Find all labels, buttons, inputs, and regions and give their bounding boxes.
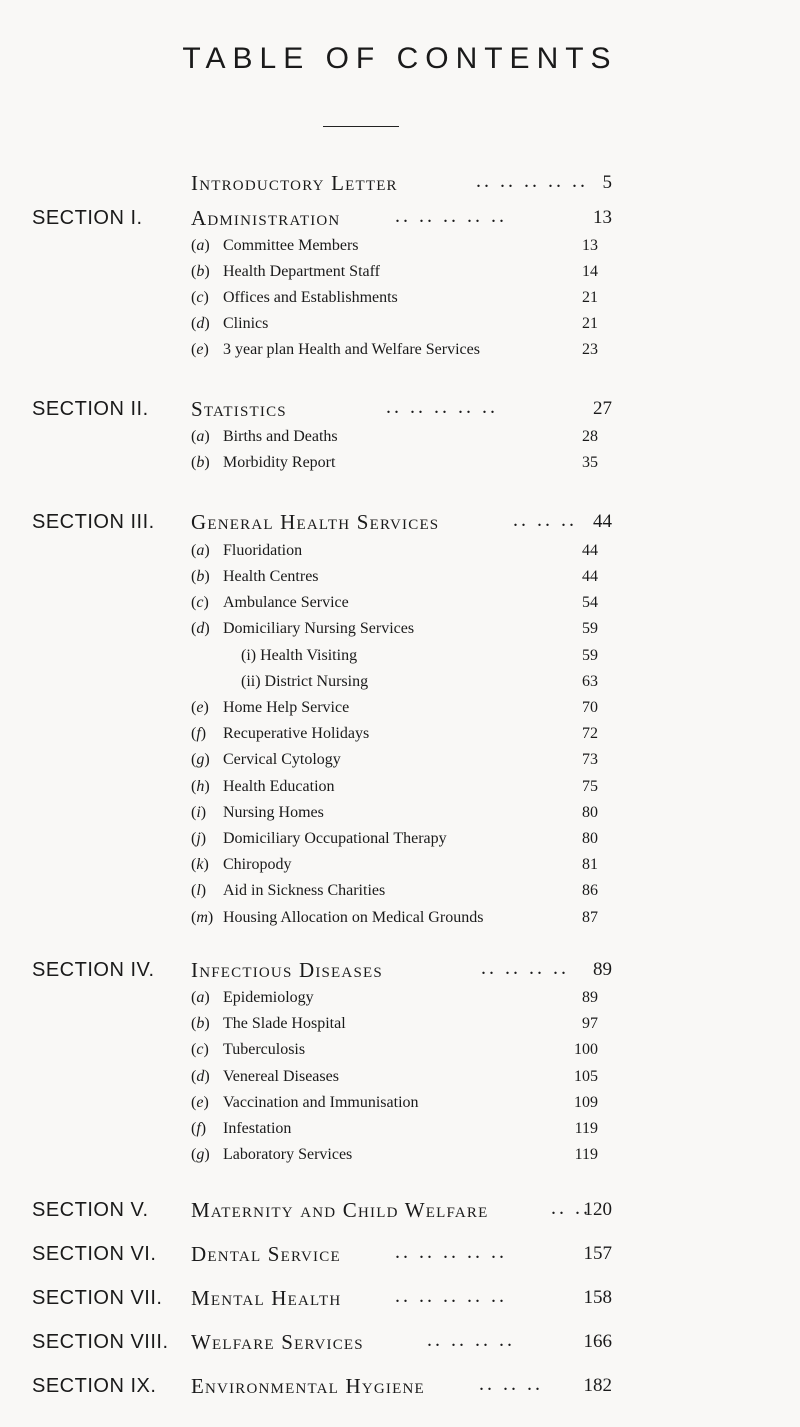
- section-page-number: 158: [583, 1287, 612, 1308]
- open-paren: (: [191, 804, 197, 821]
- item-letter: [191, 315, 223, 333]
- item-text: (i) Health Visiting: [241, 647, 358, 664]
- item-letter: [191, 263, 223, 281]
- close-paren: ): [204, 778, 210, 795]
- item-letter-char: i: [196, 804, 201, 821]
- item-page-number: 35: [582, 454, 598, 471]
- item-letter: [191, 289, 223, 307]
- item-letter-char: d: [196, 315, 205, 332]
- close-paren: ): [203, 699, 209, 716]
- section-heading-text: Maternity and Child Welfare: [191, 1198, 489, 1222]
- item-letter-char: c: [196, 1041, 204, 1058]
- item-page-number: 59: [582, 647, 598, 664]
- item-page-number: 59: [582, 620, 598, 637]
- open-paren: (: [191, 699, 197, 716]
- close-paren: ): [204, 620, 210, 637]
- item-page-number: 105: [574, 1068, 598, 1085]
- item-letter: [191, 1068, 223, 1086]
- intro-dots: .. .. .. .. ..: [476, 170, 588, 192]
- open-paren: (: [191, 856, 197, 873]
- item-text: Morbidity Report: [223, 454, 336, 471]
- item-page-number: 89: [582, 989, 598, 1006]
- item-letter-char: b: [196, 454, 205, 471]
- close-paren: ): [204, 989, 210, 1006]
- leader-dots: .. .. .. .. ..: [395, 1241, 507, 1263]
- close-paren: ): [203, 1041, 209, 1058]
- open-paren: (: [191, 1068, 197, 1085]
- item-text: Venereal Diseases: [223, 1068, 339, 1085]
- item-letter: [191, 1094, 223, 1112]
- leader-dots: .. .. ..: [479, 1373, 543, 1395]
- close-paren: ): [200, 882, 207, 899]
- item-page-number: 80: [582, 830, 598, 847]
- open-paren: (: [191, 1120, 197, 1137]
- close-paren: ): [200, 804, 207, 821]
- item-letter-char: e: [196, 1094, 204, 1111]
- item-letter-char: m: [196, 909, 208, 926]
- item-letter-char: l: [196, 882, 201, 899]
- item-text: Infestation: [223, 1120, 292, 1137]
- item-letter: [191, 909, 223, 927]
- section-page-number: 120: [583, 1199, 612, 1220]
- leader-dots: .. .. .. .. ..: [395, 205, 507, 227]
- item-page-number: 109: [574, 1094, 598, 1111]
- item-letter-char: k: [196, 856, 204, 873]
- item-letter: [191, 699, 223, 717]
- open-paren: (: [191, 315, 197, 332]
- section-page-number: 13: [593, 207, 612, 228]
- close-paren: ): [204, 1068, 210, 1085]
- item-letter: [191, 751, 223, 769]
- item-letter-char: a: [196, 428, 205, 445]
- section-label: SECTION VIII.: [32, 1331, 169, 1353]
- close-paren: ): [200, 1120, 207, 1137]
- item-letter-char: b: [196, 568, 205, 585]
- item-text: Chiropody: [223, 856, 292, 873]
- item-text: Committee Members: [223, 237, 359, 254]
- open-paren: (: [191, 1015, 197, 1032]
- item-page-number: 72: [582, 725, 598, 742]
- open-paren: (: [191, 909, 197, 926]
- close-paren: ): [204, 1146, 210, 1163]
- open-paren: (: [191, 428, 197, 445]
- section-page-number: 27: [593, 398, 612, 419]
- close-paren: ): [204, 263, 210, 280]
- leader-dots: .. .. .. .. ..: [395, 1285, 507, 1307]
- item-text: Tuberculosis: [223, 1041, 306, 1058]
- item-letter: [191, 830, 223, 848]
- item-text: Births and Deaths: [223, 428, 338, 445]
- open-paren: (: [191, 725, 197, 742]
- section-heading-text: Statistics: [191, 397, 287, 421]
- item-letter-char: f: [196, 725, 201, 742]
- close-paren: ): [204, 1015, 210, 1032]
- item-page-number: 81: [582, 856, 598, 873]
- section-heading: [191, 1330, 611, 1355]
- item-page-number: 13: [582, 237, 598, 254]
- section-label: SECTION II.: [32, 398, 149, 420]
- item-page-number: 75: [582, 778, 598, 795]
- item-letter: [191, 568, 223, 586]
- close-paren: ): [203, 341, 209, 358]
- item-letter-char: e: [196, 341, 204, 358]
- item-text: Recuperative Holidays: [223, 725, 370, 742]
- item-letter-char: g: [196, 1146, 205, 1163]
- open-paren: (: [191, 542, 197, 559]
- item-letter: [191, 620, 223, 638]
- item-page-number: 97: [582, 1015, 598, 1032]
- item-text: Domiciliary Nursing Services: [223, 620, 415, 637]
- leader-dots: .. .. .. ..: [481, 957, 569, 979]
- item-text: Health Centres: [223, 568, 319, 585]
- item-page-number: 119: [574, 1146, 598, 1163]
- item-letter-char: g: [196, 751, 205, 768]
- item-page-number: 73: [582, 751, 598, 768]
- item-letter: [191, 542, 223, 560]
- item-text: Fluoridation: [223, 542, 303, 559]
- close-paren: ): [203, 856, 209, 873]
- section-page-number: 44: [593, 511, 612, 532]
- item-text: Aid in Sickness Charities: [223, 882, 386, 899]
- leader-dots: .. .. ..: [513, 509, 577, 531]
- item-text: Domiciliary Occupational Therapy: [223, 830, 447, 847]
- item-letter-char: b: [196, 263, 205, 280]
- item-letter: [191, 804, 223, 822]
- item-letter: [191, 882, 223, 900]
- section-heading-text: Mental Health: [191, 1286, 342, 1310]
- open-paren: (: [191, 1041, 197, 1058]
- item-text: Home Help Service: [223, 699, 350, 716]
- item-text: Vaccination and Immunisation: [223, 1094, 419, 1111]
- item-letter-char: d: [196, 620, 205, 637]
- open-paren: (: [191, 594, 197, 611]
- item-page-number: 100: [574, 1041, 598, 1058]
- item-letter-char: e: [196, 699, 204, 716]
- item-text: Clinics: [223, 315, 269, 332]
- item-text: (ii) District Nursing: [241, 673, 369, 690]
- open-paren: (: [191, 1146, 197, 1163]
- open-paren: (: [191, 568, 197, 585]
- item-letter: [191, 1146, 223, 1164]
- section-label: SECTION VII.: [32, 1287, 163, 1309]
- section-heading-text: Dental Service: [191, 1242, 341, 1266]
- item-page-number: 86: [582, 882, 598, 899]
- item-letter: [191, 237, 223, 255]
- item-letter: [191, 594, 223, 612]
- item-letter: [191, 1015, 223, 1033]
- section-page-number: 89: [593, 959, 612, 980]
- item-letter-char: a: [196, 989, 205, 1006]
- close-paren: ): [204, 751, 210, 768]
- item-letter: [191, 454, 223, 472]
- leader-dots: .. .. .. ..: [427, 1329, 515, 1351]
- item-text: Nursing Homes: [223, 804, 324, 821]
- open-paren: (: [191, 778, 197, 795]
- section-heading-text: Administration: [191, 206, 341, 230]
- section-page-number: 166: [583, 1331, 612, 1352]
- close-paren: ): [204, 542, 210, 559]
- item-letter: [191, 428, 223, 446]
- open-paren: (: [191, 341, 197, 358]
- item-page-number: 70: [582, 699, 598, 716]
- item-letter-char: h: [196, 778, 205, 795]
- item-text: 3 year plan Health and Welfare Services: [223, 341, 480, 358]
- item-page-number: 14: [582, 263, 598, 280]
- open-paren: (: [191, 1094, 197, 1111]
- section-heading: [191, 1374, 611, 1399]
- open-paren: (: [191, 237, 197, 254]
- item-text: Health Department Staff: [223, 263, 380, 280]
- item-letter-char: j: [196, 830, 201, 847]
- item-page-number: 119: [574, 1120, 598, 1137]
- section-heading-text: Infectious Diseases: [191, 958, 383, 982]
- item-text: Health Education: [223, 778, 335, 795]
- open-paren: (: [191, 830, 197, 847]
- title-rule: [323, 126, 399, 127]
- item-page-number: 44: [582, 542, 598, 559]
- item-text: The Slade Hospital: [223, 1015, 346, 1032]
- item-text: Ambulance Service: [223, 594, 349, 611]
- section-heading-text: Environmental Hygiene: [191, 1374, 425, 1398]
- close-paren: ): [207, 909, 214, 926]
- item-page-number: 80: [582, 804, 598, 821]
- item-page-number: 28: [582, 428, 598, 445]
- item-letter-char: d: [196, 1068, 205, 1085]
- close-paren: ): [203, 1094, 209, 1111]
- item-letter: [191, 1041, 223, 1059]
- close-paren: ): [204, 454, 210, 471]
- open-paren: (: [191, 620, 197, 637]
- item-page-number: 54: [582, 594, 598, 611]
- intro-label: Introductory Letter: [191, 171, 398, 195]
- open-paren: (: [191, 289, 197, 306]
- open-paren: (: [191, 454, 197, 471]
- item-letter-char: c: [196, 289, 204, 306]
- item-letter: [191, 778, 223, 796]
- item-page-number: 87: [582, 909, 598, 926]
- section-label: SECTION IV.: [32, 959, 155, 981]
- item-page-number: 23: [582, 341, 598, 358]
- section-heading-text: Welfare Services: [191, 1330, 364, 1354]
- item-letter: [191, 341, 223, 359]
- open-paren: (: [191, 263, 197, 280]
- section-heading: [191, 1198, 611, 1223]
- section-label: SECTION IX.: [32, 1375, 157, 1397]
- close-paren: ): [203, 289, 209, 306]
- item-text: Housing Allocation on Medical Grounds: [223, 909, 484, 926]
- section-label: SECTION III.: [32, 511, 155, 533]
- leader-dots: .. ..: [551, 1197, 591, 1219]
- open-paren: (: [191, 989, 197, 1006]
- open-paren: (: [191, 751, 197, 768]
- item-text: Cervical Cytology: [223, 751, 341, 768]
- open-paren: (: [191, 882, 197, 899]
- close-paren: ): [204, 315, 210, 332]
- close-paren: ): [203, 594, 209, 611]
- section-label: SECTION V.: [32, 1199, 149, 1221]
- item-text: Epidemiology: [223, 989, 314, 1006]
- item-page-number: 63: [582, 673, 598, 690]
- item-page-number: 21: [582, 315, 598, 332]
- section-heading-text: General Health Services: [191, 510, 440, 534]
- section-label: SECTION I.: [32, 207, 143, 229]
- item-letter: [191, 725, 223, 743]
- section-label: SECTION VI.: [32, 1243, 157, 1265]
- item-text: Laboratory Services: [223, 1146, 353, 1163]
- close-paren: ): [204, 568, 210, 585]
- page-title: TABLE OF CONTENTS: [182, 42, 618, 75]
- item-letter: [191, 856, 223, 874]
- item-letter-char: a: [196, 542, 205, 559]
- item-page-number: 44: [582, 568, 598, 585]
- item-letter: [191, 989, 223, 1007]
- close-paren: ): [200, 830, 207, 847]
- intro-page: 5: [602, 172, 612, 193]
- close-paren: ): [200, 725, 207, 742]
- item-text: Offices and Establishments: [223, 289, 398, 306]
- close-paren: ): [204, 428, 210, 445]
- section-page-number: 157: [583, 1243, 612, 1264]
- item-letter-char: c: [196, 594, 204, 611]
- item-letter-char: b: [196, 1015, 205, 1032]
- section-page-number: 182: [583, 1375, 612, 1396]
- item-page-number: 21: [582, 289, 598, 306]
- item-letter-char: f: [196, 1120, 201, 1137]
- item-letter-char: a: [196, 237, 205, 254]
- leader-dots: .. .. .. .. ..: [386, 396, 498, 418]
- item-letter: [191, 1120, 223, 1138]
- close-paren: ): [204, 237, 210, 254]
